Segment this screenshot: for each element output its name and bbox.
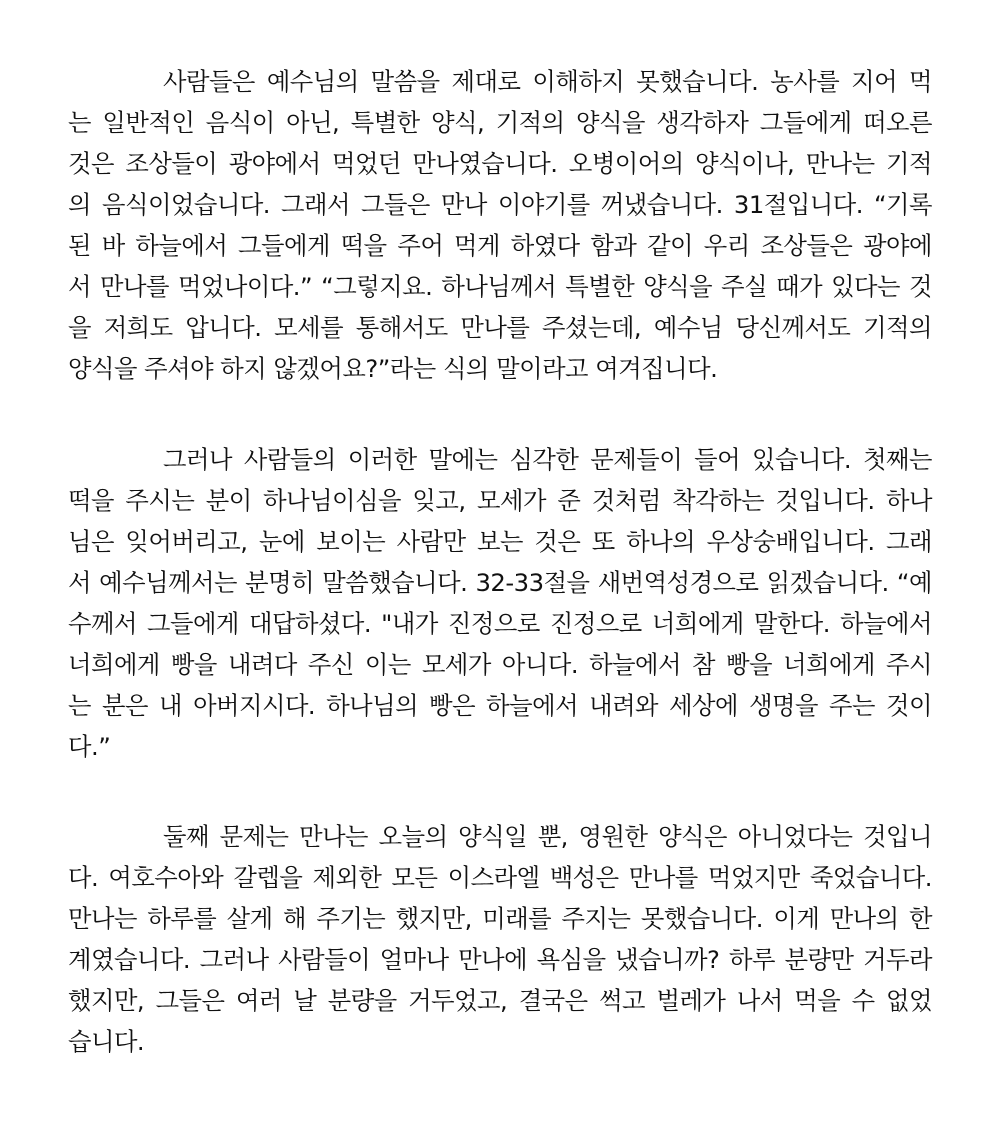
paragraph-line: 다.” xyxy=(68,732,111,761)
paragraph-line: 의 음식이었습니다. 그래서 그들은 만나 이야기를 꺼냈습니다. 31절입니다. “기록 xyxy=(68,190,932,219)
paragraph-line: 만나는 하루를 살게 해 주기는 했지만, 미래를 주지는 못했습니다. 이게 만나의 한 xyxy=(68,904,932,933)
document-page xyxy=(68,0,932,1128)
paragraph-line: 것은 조상들이 광야에서 먹었던 만나였습니다. 오병이어의 양식이나, 만나는 기적 xyxy=(68,149,932,178)
paragraph-line: 사람들은 예수님의 말씀을 제대로 이해하지 못했습니다. 농사를 지어 먹 xyxy=(163,67,932,96)
paragraph-line: 양식을 주셔야 하지 않겠어요?”라는 식의 말이라고 여겨집니다. xyxy=(68,354,718,383)
paragraph-line: 습니다. xyxy=(68,1027,145,1056)
paragraph-line: 된 바 하늘에서 그들에게 떡을 주어 먹게 하였다 함과 같이 우리 조상들은 광야에 xyxy=(68,231,932,260)
paragraph-line: 을 저희도 압니다. 모세를 통해서도 만나를 주셨는데, 예수님 당신께서도 기적의 xyxy=(68,313,932,342)
paragraph-line: 했지만, 그들은 여러 날 분량을 거두었고, 결국은 썩고 벌레가 나서 먹을 수 없었 xyxy=(68,986,932,1015)
paragraph-line: 님은 잊어버리고, 눈에 보이는 사람만 보는 것은 또 하나의 우상숭배입니다. 그래 xyxy=(68,527,932,556)
paragraph-line: 너희에게 빵을 내려다 주신 이는 모세가 아니다. 하늘에서 참 빵을 너희에게 주시 xyxy=(68,650,932,679)
paragraph-line: 둘째 문제는 만나는 오늘의 양식일 뿐, 영원한 양식은 아니었다는 것입니 xyxy=(163,822,932,851)
paragraph-line: 서 예수님께서는 분명히 말씀했습니다. 32-33절을 새번역성경으로 읽겠습니다. “예 xyxy=(68,568,932,597)
paragraph-line: 수께서 그들에게 대답하셨다. "내가 진정으로 진정으로 너희에게 말한다. 하늘에서 xyxy=(68,609,932,638)
paragraph-line: 서 만나를 먹었나이다.” “그렇지요. 하나님께서 특별한 양식을 주실 때가 있다는 것 xyxy=(68,272,932,301)
paragraph-line: 그러나 사람들의 이러한 말에는 심각한 문제들이 들어 있습니다. 첫째는 xyxy=(163,445,932,474)
paragraph-line: 는 분은 내 아버지시다. 하나님의 빵은 하늘에서 내려와 세상에 생명을 주는 것이 xyxy=(68,691,932,720)
paragraph-line: 는 일반적인 음식이 아닌, 특별한 양식, 기적의 양식을 생각하자 그들에게 떠오른 xyxy=(68,108,932,137)
paragraph-line: 계였습니다. 그러나 사람들이 얼마나 만나에 욕심을 냈습니까? 하루 분량만 거두라 xyxy=(68,945,932,974)
paragraph-line: 다. 여호수아와 갈렙을 제외한 모든 이스라엘 백성은 만나를 먹었지만 죽었습니다. xyxy=(68,863,932,892)
paragraph-line: 떡을 주시는 분이 하나님이심을 잊고, 모세가 준 것처럼 착각하는 것입니다. 하나 xyxy=(68,486,932,515)
